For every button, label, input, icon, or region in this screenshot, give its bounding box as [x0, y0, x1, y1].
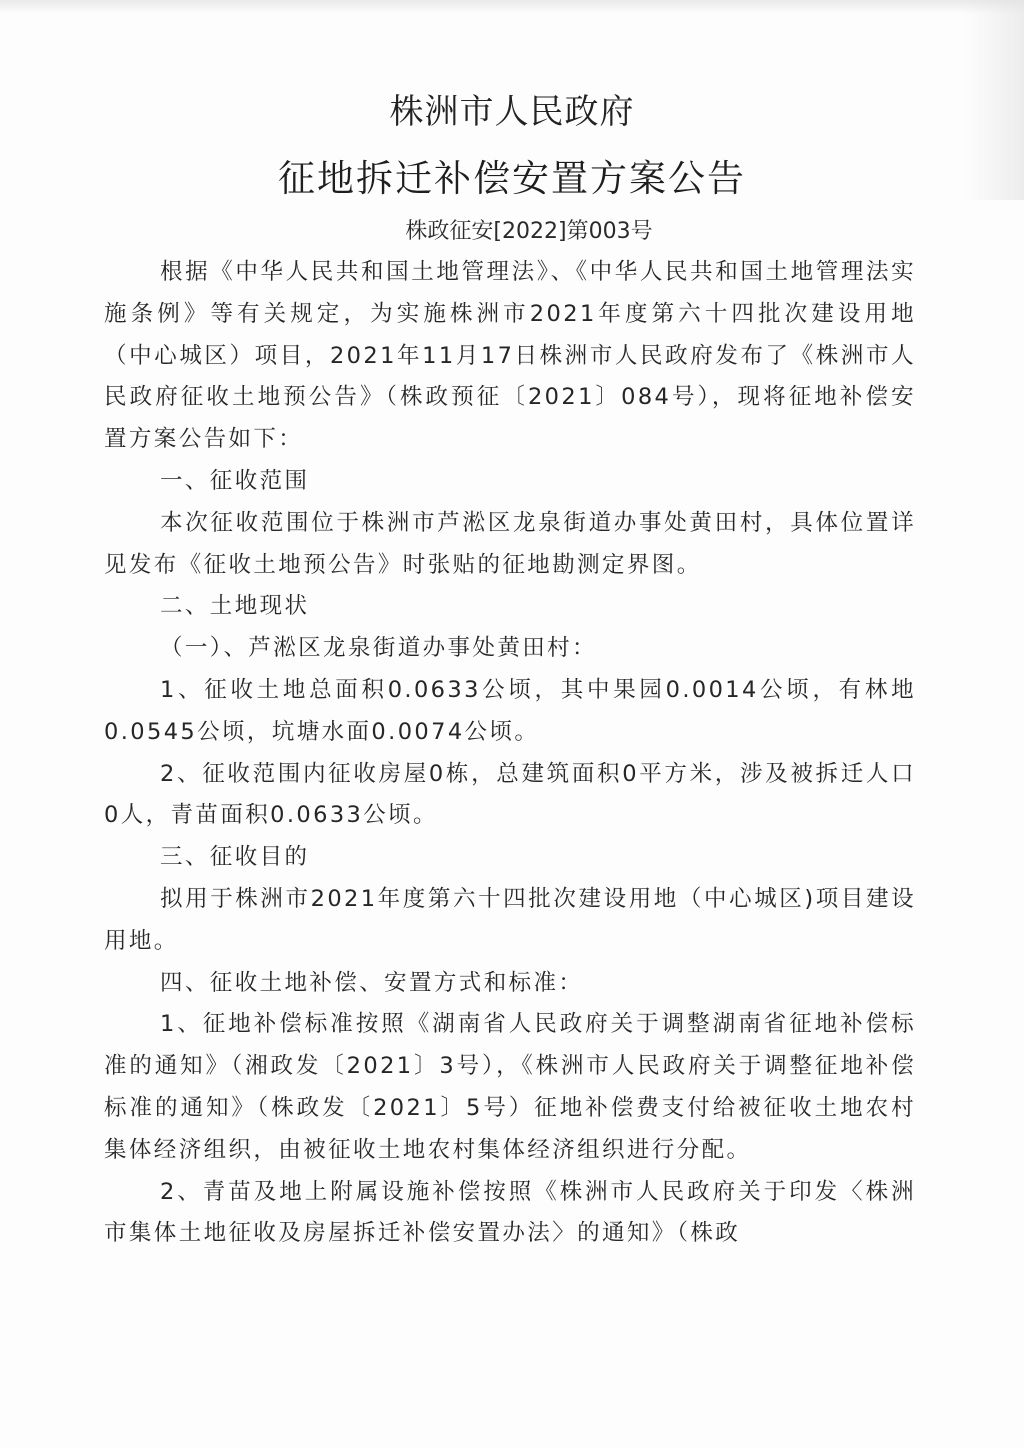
document-number: 株政征安[2022]第003号 [405, 219, 653, 244]
paragraph-crop-compensation: 2、青苗及地上附属设施补偿按照《株洲市人民政府关于印发〈株洲市集体土地征收及房屋拆迁补偿安置办法〉的通知》（株政 [104, 1178, 916, 1247]
paragraph-land-area: 1、征收土地总面积0.0633公顷，其中果园0.0014公顷，有林地0.0545公顷，坑塘水面0.0074公顷。 [104, 676, 916, 745]
paragraph-houses: 2、征收范围内征收房屋0栋，总建筑面积0平方米，涉及被拆迁人口0人，青苗面积0.0633公顷。 [104, 760, 916, 829]
section-heading-scope: 一、征收范围 [160, 467, 310, 494]
issuer-title: 株洲市人民政府 [389, 92, 635, 132]
paragraph-compensation-standard: 1、征地补偿标准按照《湖南省人民政府关于调整湖南省征地补偿标准的通知》（湘政发〔2021〕3号），《株洲市人民政府关于调整征地补偿标准的通知》（株政发〔2021〕5号）征地补偿费支付给被征收土地农村集体经济组织，由被征收土地农村集体经济组织进行分配。 [104, 1011, 916, 1163]
section-heading-land-status: 二、土地现状 [160, 593, 310, 620]
notice-title: 征地拆迁补偿安置方案公告 [278, 157, 746, 200]
paragraph-intro: 根据《中华人民共和国土地管理法》、《中华人民共和国土地管理法实施条例》等有关规定，为实施株洲市2021年度第六十四批次建设用地（中心城区）项目，2021年11月17日株洲市人民政府发布了《株洲市人民政府征收土地预公告》（株政预征〔2021〕084号），现将征地补偿安置方案公告如下： [104, 259, 916, 453]
section-heading-purpose: 三、征收目的 [160, 844, 310, 871]
section-heading-compensation: 四、征收土地补偿、安置方式和标准： [160, 969, 584, 996]
document-body [104, 252, 916, 1255]
scan-top-edge [0, 0, 1024, 14]
paragraph-scope: 本次征收范围位于株洲市芦淞区龙泉街道办事处黄田村，具体位置详见发布《征收土地预公告》时张贴的征地勘测定界图。 [104, 509, 916, 578]
paragraph-purpose: 拟用于株洲市2021年度第六十四批次建设用地（中心城区)项目建设用地。 [104, 885, 916, 954]
subsection-heading-village: （一）、芦淞区龙泉街道办事处黄田村： [160, 635, 597, 662]
